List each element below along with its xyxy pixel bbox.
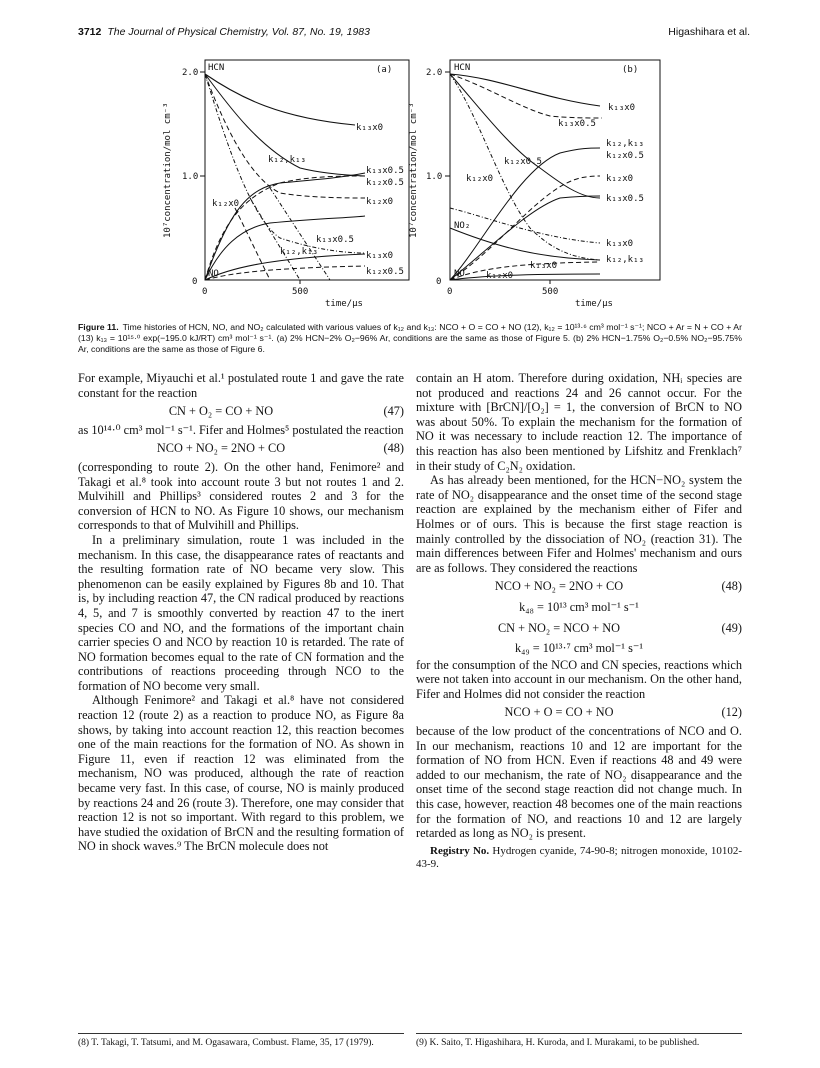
panel-b-ytick-top: 2.0 <box>426 68 443 78</box>
left-paragraph-3: (corresponding to route 2). On the other hand, Fenimore² and Takagi et al.⁸ took into account route 3 but not routes 1 and 2. Mulvihill and Phillips³ considered routes 2 and 3 for the conversion of HCN to NO. As Figure 10 shows, our mechanism corresponds to that of Mulvihill and Phillips. <box>78 459 404 533</box>
panel-b-label-11: k₁₂,k₁₃ <box>606 255 644 265</box>
panel-a-label-1: k₁₃x0 <box>356 123 384 133</box>
panel-b-hcn-label: HCN <box>454 63 471 73</box>
panel-a-label-7: k₁₃x0.5 <box>316 235 354 245</box>
running-header <box>78 26 370 38</box>
registry-label: Registry No. <box>430 844 490 857</box>
panel-b-tag: (b) <box>622 65 639 75</box>
panel-a-no-label: NO <box>208 269 219 279</box>
right-paragraph-4: because of the low product of the concentrations of NCO and O. In our mechanism, reactions 10 and 12 are important for the formation of NO from HCN. Even if reactions 48 and 49 were added to our mechanism, the rate of NO₂ disappearance and the onset time of the second stage reaction did not change much. In this case, however, reaction 48 becomes one of the main reactions for the formation of NO, and reactions 10 and 12 are largely retarded as long as NO₂ is present. <box>416 724 742 841</box>
panel-b-label-4: k₁₂x0.5 <box>606 151 644 161</box>
panel-a-xtick-mid: 500 <box>292 287 309 297</box>
panel-a-xlabel: time/μs <box>325 299 363 309</box>
panel-a-tag: (a) <box>376 65 393 75</box>
caption-text: Time histories of HCN, NO, and NO₂ calculated with various values of k₁₂ and k₁₃: NCO + O = CO + NO (12), k₁₂ = 10¹³·⁶ cm³ mol⁻¹ s⁻¹; NCO + Ar = N + CO + Ar (13) k₁₃ = 10¹⁵·⁰ exp(−195.0 kJ/RT) cm³ mol⁻¹ s⁻¹. (a) 2% HCN−2% O₂−96% Ar, conditions are the same as those of Figure 5. (b) 2% HCN−1.75% O₂−0.5% NO₂−95.75% Ar, conditions are the same as those of Figure 6. <box>78 322 742 354</box>
equation-48-right-number: (48) <box>721 579 742 594</box>
panel-b-xlabel: time/μs <box>575 299 613 309</box>
equation-48-left-body: NCO + NO₂ = 2NO + CO <box>156 441 286 456</box>
left-paragraph-4: In a preliminary simulation, route 1 was included in the mechanism. In this case, the disappearance rates of reactants and the resulting formation rate of NO became very slow. This phenomenon can be easily explained by Figures 8b and 10. That is, by including reaction 47, the CN radical produced by reactions 4, 5, and 7 is smoothly converted by reaction 47 to the inert species CO and NO, and the formations of the important chain carrier species O and NCO by reaction 10 is retarded. The rate of NO formation becomes equal to the rate of CN formation and the contributions of reactions proceeding through NCO to the formation of NO become very small. <box>78 532 404 693</box>
panel-a-text <box>163 63 404 309</box>
panel-b-xtick-left: 0 <box>447 287 453 297</box>
left-paragraph-1: For example, Miyauchi et al.¹ postulated route 1 and gave the rate constant for the reaction <box>78 371 404 400</box>
panel-a-ytick-bottom: 0 <box>192 277 198 287</box>
equation-47-number: (47) <box>383 404 404 419</box>
right-paragraph-2: As has already been mentioned, for the HCN−NO₂ system the rate of NO₂ disappearance and the onset time of the second stage reaction are explained by the mechanism either of Fifer and Holmes or of ours. This is because the first stage reaction is mainly controlled by the dissociation of NO₂ (reaction 31). The main differences between Fifer and Holmes' mechanism and ours are as follows. They considered the reactions <box>416 473 742 575</box>
equation-48-left <box>78 437 404 460</box>
panel-a-label-4: k₁₂x0.5 <box>366 178 404 188</box>
figure-caption <box>78 322 742 355</box>
equation-47 <box>78 400 404 423</box>
panel-b-label-7: k₁₂x0 <box>466 174 494 184</box>
panel-b-ytick-bottom: 0 <box>436 277 442 287</box>
panel-a-ytick-mid: 1.0 <box>182 172 199 182</box>
panel-b-label-14: k₁₂x0 <box>486 271 514 281</box>
panel-a-label-6: k₁₂x0 <box>212 199 240 209</box>
caption-label: Figure 11. <box>78 322 119 332</box>
registry-numbers <box>416 845 742 871</box>
panel-b-label-1: k₁₃x0 <box>608 103 636 113</box>
rate-constant-49: k₄₉ = 10¹³·⁷ cm³ mol⁻¹ s⁻¹ <box>514 641 644 656</box>
rate-constant-48: k₄₈ = 10¹³ cm³ mol⁻¹ s⁻¹ <box>519 599 639 614</box>
panel-a-label-3: k₁₃x0.5 <box>366 166 404 176</box>
panel-a-ytick-top: 2.0 <box>182 68 199 78</box>
author-header: Higashihara et al. <box>668 26 750 38</box>
equation-12 <box>416 701 742 724</box>
panel-b-text <box>409 63 644 309</box>
right-paragraph-1: contain an H atom. Therefore during oxidation, NHᵢ species are not produced and reactions 24 and 26 cannot occur. For the mixture with [BrCN]/[O₂] = 1, the conversion of BrCN to NO was about 50%. To explain the mechanism for the formation of NO it was necessary to include reaction 12. The importance of this reaction has also been mentioned by Lifshitz and Frenklach⁷ in their study of C₂N₂ oxidation. <box>416 371 742 473</box>
panel-a-label-5: k₁₂x0 <box>366 197 394 207</box>
equation-49-body: CN + NO₂ = NCO + NO <box>497 620 621 635</box>
panel-a-label-8: k₁₂,k₁₃ <box>280 247 318 257</box>
panel-a-label-2: k₁₂,k₁₃ <box>268 155 306 165</box>
page-number: 3712 <box>78 26 102 38</box>
equation-48-right <box>416 575 742 598</box>
panel-a-label-9: k₁₃x0 <box>366 251 394 261</box>
footnote-9: (9) K. Saito, T. Higashihara, H. Kuroda, and I. Murakami, to be published. <box>416 1033 742 1049</box>
panel-b-label-5: k₁₂x0.5 <box>504 157 542 167</box>
registry-text: Hydrogen cyanide, 74-90-8; nitrogen monoxide, 10102-43-9. <box>416 844 743 870</box>
equation-48-left-number: (48) <box>383 441 404 456</box>
right-paragraph-3: for the consumption of the NCO and CN species, reactions which were not taken into account in our mechanism. On the other hand, Fifer and Holmes did not consider the reaction <box>416 657 742 701</box>
panel-a-xtick-left: 0 <box>202 287 208 297</box>
panel-a-label-10: k₁₂x0.5 <box>366 267 404 277</box>
left-paragraph-2: as 10¹⁴·⁰ cm³ mol⁻¹ s⁻¹. Fifer and Holmes⁵ postulated the reaction <box>78 422 404 437</box>
footnote-8: (8) T. Takagi, T. Tatsumi, and M. Ogasawara, Combust. Flame, 35, 17 (1979). <box>78 1033 404 1049</box>
right-column <box>416 371 742 871</box>
left-column <box>78 371 404 854</box>
panel-b-ytick-mid: 1.0 <box>426 172 443 182</box>
panel-b-ylabel: 10⁷concentration/mol cm⁻³ <box>409 102 419 238</box>
panel-b-label-10: k₁₃x0 <box>606 239 634 249</box>
panel-a-ylabel: 10⁷concentration/mol cm⁻³ <box>163 102 173 238</box>
journal-title: The Journal of Physical Chemistry, Vol. 87, No. 19, 1983 <box>107 26 370 38</box>
panel-b-xtick-mid: 500 <box>542 287 559 297</box>
equation-48-right-body: NCO + NO₂ = 2NO + CO <box>494 579 624 594</box>
panel-b-no2-label: NO₂ <box>454 221 471 231</box>
panel-b <box>445 60 660 284</box>
panel-b-label-6: k₁₂x0 <box>606 174 634 184</box>
panel-b-label-2: k₁₃x0.5 <box>558 119 596 129</box>
equation-12-number: (12) <box>721 705 742 720</box>
equation-49-number: (49) <box>721 620 742 635</box>
equation-49 <box>416 617 742 640</box>
panel-b-label-8: k₁₃x0.5 <box>606 194 644 204</box>
figure-11-graphics <box>120 48 700 318</box>
equation-47-body: CN + O₂ = CO + NO <box>168 404 274 419</box>
panel-a-hcn-label: HCN <box>208 63 225 73</box>
panel-b-label-12: k₁₃x0 <box>530 261 558 271</box>
left-paragraph-5: Although Fenimore² and Takagi et al.⁸ have not considered reaction 12 (route 2) as a reaction to produce NO, as Figure 8a shows, by taking into account reaction 12, this reaction becomes one of the main reactions for the formation of NO. As shown in Figure 11, even if reaction 12 was eliminated from the mechanism, NO was produced, although the rate of reaction became very fast. In this case, of course, NO is mainly produced by reactions 24 and 26 (route 3). Therefore, one may consider that reaction 12 is not so important. With regard to this problem, we have studied the oxidation of BrCN and the resulting formation of NO in shock waves.⁹ The BrCN molecule does not <box>78 693 404 854</box>
equation-12-body: NCO + O = CO + NO <box>504 705 614 720</box>
figure-11 <box>120 48 700 318</box>
panel-b-label-3: k₁₂,k₁₃ <box>606 139 644 149</box>
panel-b-no-label: NO <box>454 269 465 279</box>
